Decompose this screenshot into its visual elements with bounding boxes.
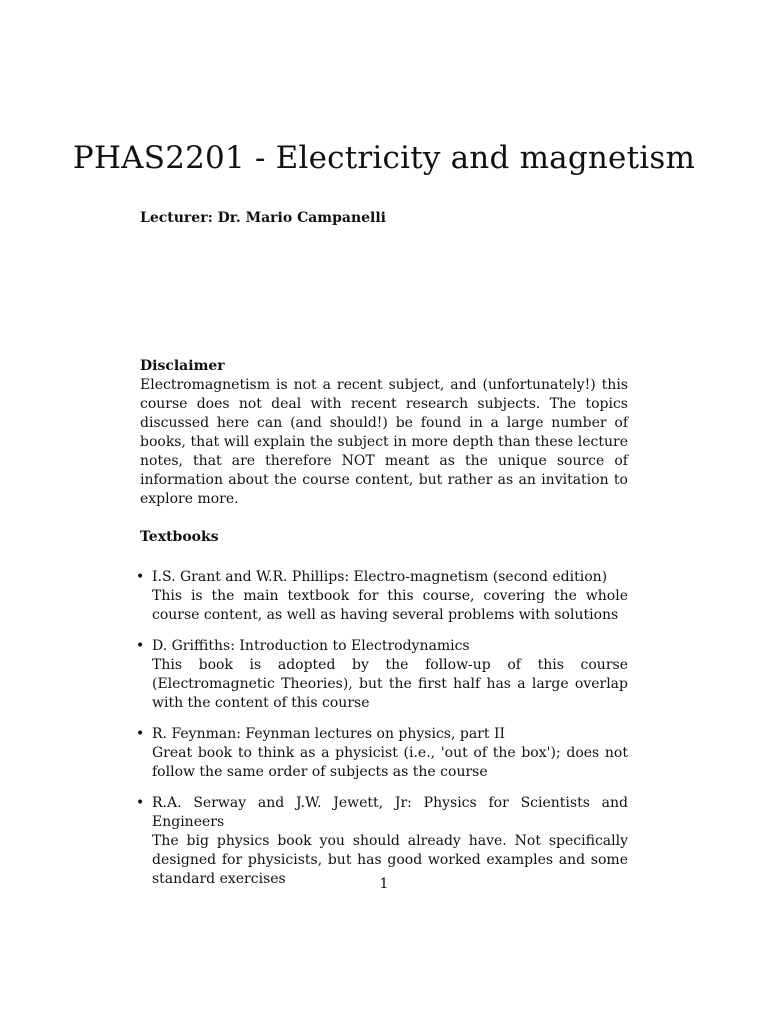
textbook-list [136,568,628,889]
textbook-item [116,794,628,889]
textbook-title: D. Griffiths: Introduction to Electrodynamics [152,638,470,654]
lecturer-line: Lecturer: Dr. Mario Campanelli [140,210,387,226]
textbook-title: I.S. Grant and W.R. Phillips: Electro-magnetism (second edition) [152,569,608,585]
bullet-icon: • [136,795,145,811]
document-title: PHAS2201 - Electricity and magnetism [72,140,696,176]
document-body [136,357,628,901]
disclaimer-heading: Disclaimer [140,358,225,374]
textbook-description: The big physics book you should already have. Not specifically designed for physicists, but has good worked examples and some standard exercises [152,833,628,887]
textbook-title: R.A. Serway and J.W. Jewett, Jr: Physics for Scientists and Engineers [152,795,628,830]
textbooks-heading: Textbooks [140,529,219,545]
disclaimer-text: Electromagnetism is not a recent subject, and (unfortunately!) this course does not deal with recent research subjects. The topics discussed here can (and should!) be found in a large number of books, that will explain the subject in more depth than these lecture notes, that are therefore NOT meant as the unique source of information about the course content, but rather as an invitation to explore more. [140,377,628,507]
textbook-title: R. Feynman: Feynman lectures on physics, part II [152,726,506,742]
bullet-icon: • [136,726,145,742]
textbook-item [116,725,628,782]
textbook-item [116,637,628,713]
textbook-description: This book is adopted by the follow-up of this course (Electromagnetic Theories), but the first half has a large overlap with the content of this course [152,657,628,711]
textbook-description: This is the main textbook for this course, covering the whole course content, as well as having several problems with solutions [152,588,628,623]
bullet-icon: • [136,638,145,654]
textbook-item [116,568,628,625]
bullet-icon: • [136,569,145,585]
textbook-description: Great book to think as a physicist (i.e., 'out of the box'); does not follow the same order of subjects as the course [152,745,628,780]
page-number: 1 [379,876,389,892]
